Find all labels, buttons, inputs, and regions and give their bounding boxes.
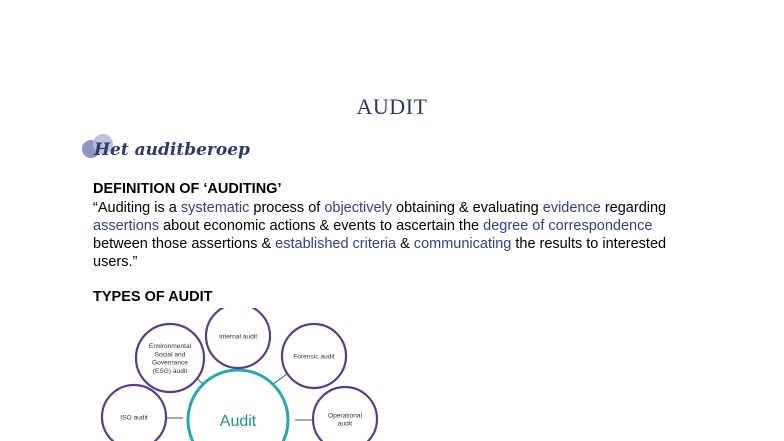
- quote-text: process of: [249, 200, 325, 216]
- node-circle: [102, 385, 166, 441]
- keyword-highlight: degree of correspondence: [483, 218, 653, 234]
- quote-text: “Auditing is a: [93, 200, 181, 216]
- keyword-highlight: established criteria: [275, 236, 397, 252]
- node-label: Internal audit: [218, 333, 258, 341]
- node-label: Social and: [154, 351, 186, 359]
- node-label: Forensic audit: [293, 353, 335, 361]
- quote-text: regarding: [600, 200, 667, 216]
- keyword-highlight: objectively: [324, 200, 393, 216]
- node-iso: [102, 385, 166, 441]
- node-esg: [136, 324, 204, 392]
- subtitle-text: Het auditberoep: [94, 140, 250, 160]
- node-label: (ESG) audit: [152, 368, 188, 376]
- quote-text: &: [396, 236, 414, 252]
- node-label: ISO audit: [120, 414, 148, 422]
- quote-text: obtaining & evaluating: [392, 200, 543, 216]
- quote-text: about economic actions & events to ascertain the: [159, 218, 484, 234]
- node-label: Governance: [152, 359, 188, 367]
- keyword-highlight: evidence: [542, 200, 601, 216]
- section-subtitle: [82, 134, 282, 164]
- page-title: AUDIT: [356, 94, 428, 119]
- definition-quote: [93, 199, 693, 271]
- center-node-label: Audit: [219, 413, 257, 430]
- node-operational: [313, 387, 377, 441]
- node-label: Environmental: [148, 342, 192, 350]
- center-node: [188, 370, 288, 441]
- types-heading: TYPES OF AUDIT: [93, 289, 213, 305]
- keyword-highlight: assertions: [93, 218, 160, 234]
- quote-text: the results to interested users.”: [93, 236, 667, 270]
- definition-heading: DEFINITION OF ‘AUDITING’: [93, 181, 282, 197]
- node-label: Operational: [327, 412, 363, 420]
- audit-types-diagram: [100, 308, 400, 441]
- node-internal: [206, 308, 270, 368]
- keyword-highlight: communicating: [413, 236, 512, 252]
- keyword-highlight: systematic: [180, 200, 250, 216]
- node-forensic: [282, 324, 346, 388]
- node-label: audit: [337, 420, 353, 428]
- quote-text: between those assertions &: [93, 236, 276, 252]
